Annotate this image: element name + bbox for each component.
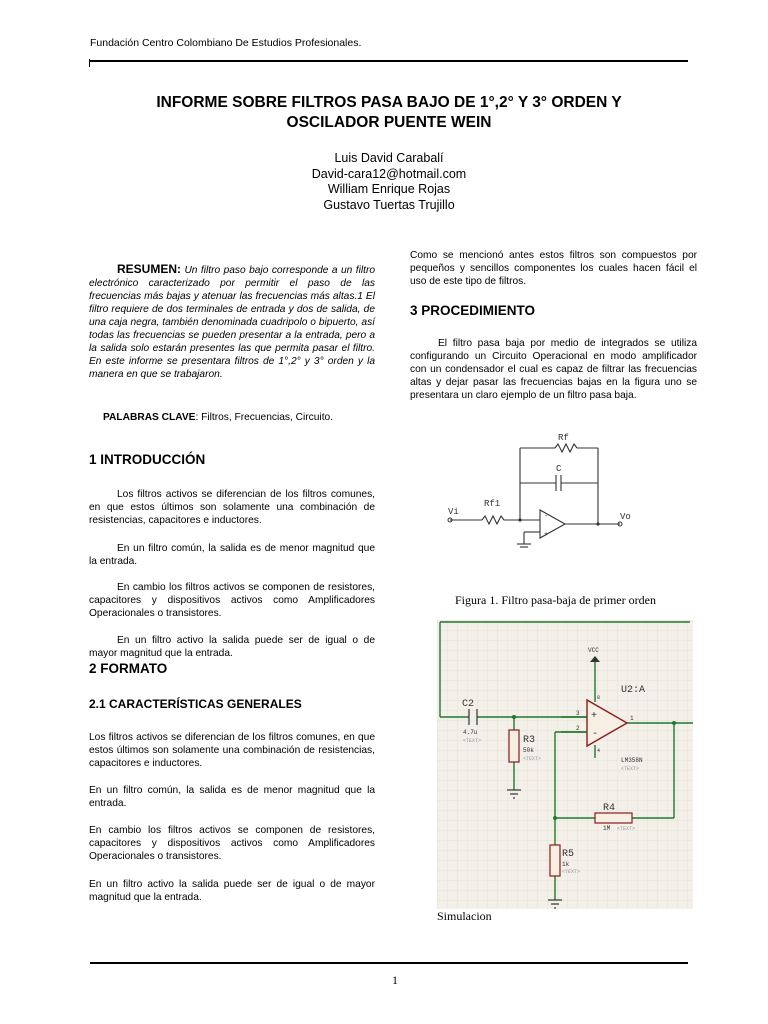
label-opamp-model: LM358N [621, 757, 643, 764]
figure-1-schematic [440, 428, 640, 553]
keywords-label: PALABRAS CLAVE [103, 412, 196, 423]
svg-text:+: + [591, 711, 598, 722]
svg-text:+: + [544, 531, 549, 539]
label-u2a: U2:A [621, 685, 646, 696]
title-line-1: INFORME SOBRE FILTROS PASA BAJO DE 1°,2° Y 3° ORDEN Y [156, 94, 622, 111]
abstract-text: Un filtro paso bajo corresponde a un filtro electrónico caracterizado por permitir el paso de las frecuencias más bajas y atenuar las frecuencias más altas.1 El filtro requiere de dos terminales de entrada y dos de salida, de una caja negra, también denominada cuadripolo o bipuerto, así todas las frecuencias se pueden presentar a la entrada, pero a la salida solo estarán presentes las que permita pasar el filtro. En este informe se presentara filtros de 1°,2° y 3° orden y la manera en que se trabajaron. [89, 265, 375, 380]
right-paragraph: Como se mencionó antes estos filtros son compuestos por pequeños y sencillos componentes los cuales hacen fácil el uso de este tipo de filtros. [410, 250, 697, 287]
header-institution: Fundación Centro Colombiano De Estudios Profesionales. [90, 37, 362, 49]
intro-paragraph: En cambio los filtros activos se componen de resistores, capacitores y dispositivos activos como Amplificadores Operacionales o transistores. [89, 582, 375, 619]
label-pin-8: 8 [597, 695, 601, 701]
label-rf1: Rf1 [484, 499, 501, 509]
label-rf: Rf [558, 433, 569, 443]
label-text-placeholder: <TEXT> [617, 826, 636, 832]
author-block [90, 151, 688, 213]
header-rule-tick [89, 59, 90, 67]
caracteristicas-paragraph: En un filtro común, la salida es de menor magnitud que la entrada. [89, 785, 375, 809]
label-vi: Vi [448, 507, 459, 517]
abstract-label: RESUMEN: [117, 262, 182, 276]
label-text-placeholder: <TEXT> [621, 766, 640, 772]
figure-2-caption: Simulacion [437, 909, 492, 923]
intro-paragraph: En un filtro activo la salida puede ser de igual o de mayor magnitud que la entrada. [89, 635, 375, 659]
label-r3-value: 50k [523, 747, 534, 754]
section-heading-introduccion: 1 INTRODUCCIÓN [89, 452, 206, 467]
intro-paragraph: En un filtro común, la salida es de menor magnitud que la entrada. [89, 543, 375, 567]
svg-text:-: - [544, 513, 549, 521]
header-rule [90, 60, 688, 62]
label-text-placeholder: <TEXT> [562, 869, 581, 875]
subsection-heading-caracteristicas: 2.1 CARACTERÍSTICAS GENERALES [89, 697, 302, 711]
page-number: 1 [392, 973, 398, 987]
section-heading-formato: 2 FORMATO [89, 661, 168, 676]
paper-title [90, 93, 688, 133]
section-heading-procedimiento: 3 PROCEDIMIENTO [410, 303, 536, 318]
label-pin-4: 4 [597, 748, 601, 754]
label-r5: R5 [562, 849, 575, 860]
label-r4-value: 1M [603, 825, 611, 832]
figure-1-caption: Figura 1. Filtro pasa-baja de primer orden [455, 593, 656, 607]
caracteristicas-paragraph: En cambio los filtros activos se componen de resistores, capacitores y dispositivos activos como Amplificadores Operacionales o transistores. [89, 825, 375, 862]
label-c: C [556, 464, 562, 474]
intro-paragraph: Los filtros activos se diferencian de los filtros comunes, en que estos últimos son solamente una combinación de resistencias, capacitores e inductores. [89, 489, 375, 526]
label-pin-1: 1 [630, 715, 634, 722]
label-pin-2: 2 [576, 725, 580, 732]
figure-2-simulation [437, 620, 693, 909]
svg-text:-: - [592, 729, 599, 740]
footer-rule [90, 962, 688, 964]
keywords [103, 411, 375, 424]
label-pin-3: 3 [576, 710, 580, 717]
author-name: William Enrique Rojas [327, 182, 451, 196]
keywords-text: : Filtros, Frecuencias, Circuito. [195, 412, 334, 423]
caracteristicas-paragraph: En un filtro activo la salida puede ser de igual o de mayor magnitud que la entrada. [89, 879, 375, 903]
label-text-placeholder: <TEXT> [523, 756, 542, 762]
label-vo: Vo [620, 512, 631, 522]
label-text-placeholder: <TEXT> [463, 738, 482, 744]
abstract [89, 263, 375, 381]
procedimiento-paragraph: El filtro pasa baja por medio de integrados se utiliza configurando un Circuito Operacional en modo amplificador con un condensador el cual es capaz de filtrar las frecuencias altas y dejar pasar las frecuencias bajas en la figura uno se presentara un claro ejemplo de un filtro pasa baja. [410, 338, 697, 401]
label-vcc: VCC [588, 647, 599, 654]
label-r4: R4 [603, 803, 616, 814]
title-line-2: OSCILADOR PUENTE WEIN [286, 114, 492, 131]
author-email: David-cara12@hotmail.com [311, 166, 467, 181]
label-r3: R3 [523, 735, 536, 746]
label-c2-value: 4.7u [463, 729, 478, 736]
label-c2: C2 [462, 699, 475, 710]
author-name: Luis David Carabalí [334, 151, 444, 165]
label-r5-value: 1k [562, 861, 570, 868]
caracteristicas-paragraph: Los filtros activos se diferencian de los filtros comunes, en que estos últimos son solamente una combinación de resistencias, capacitores e inductores. [89, 732, 375, 769]
author-name: Gustavo Tuertas Trujillo [323, 197, 455, 212]
